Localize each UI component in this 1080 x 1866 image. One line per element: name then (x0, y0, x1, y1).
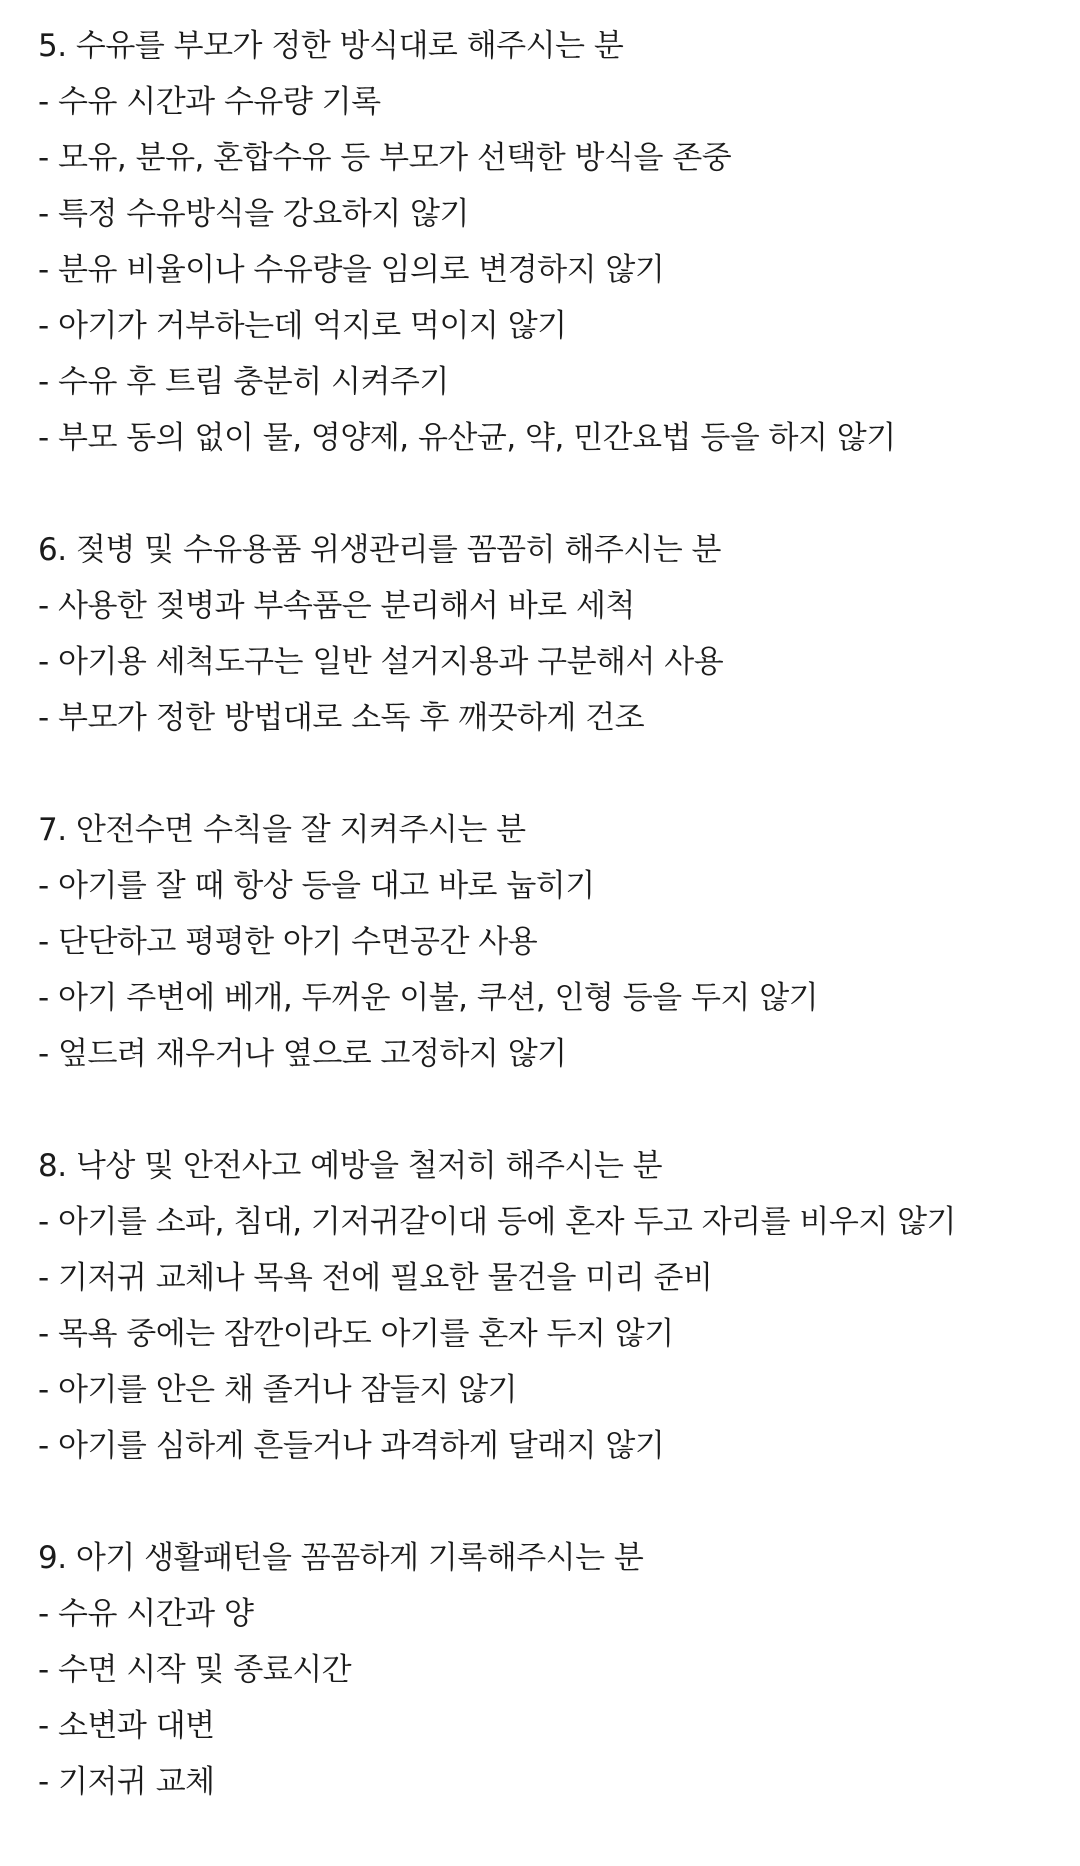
document-body (38, 18, 1048, 1866)
list-item: - 목욕 중에는 잠깐이라도 아기를 혼자 두지 않기 (38, 1316, 674, 1352)
section-5 (38, 18, 1048, 466)
list-item: - 엎드려 재우거나 옆으로 고정하지 않기 (38, 1036, 567, 1072)
list-item: - 아기를 심하게 흔들거나 과격하게 달래지 않기 (38, 1428, 665, 1464)
list-item: - 수유 후 트림 충분히 시켜주기 (38, 364, 449, 400)
section-heading: 6. 젖병 및 수유용품 위생관리를 꼼꼼히 해주시는 분 (38, 532, 721, 568)
section-heading: 7. 안전수면 수칙을 잘 지켜주시는 분 (38, 812, 526, 848)
section-heading: 8. 낙상 및 안전사고 예방을 철저히 해주시는 분 (38, 1148, 663, 1184)
list-item: - 아기를 소파, 침대, 기저귀갈이대 등에 혼자 두고 자리를 비우지 않기 (38, 1204, 956, 1240)
section-heading: 5. 수유를 부모가 정한 방식대로 해주시는 분 (38, 28, 624, 64)
list-item: - 부모 동의 없이 물, 영양제, 유산균, 약, 민간요법 등을 하지 않기 (38, 420, 896, 456)
list-item: - 기저귀 교체 (38, 1764, 215, 1800)
list-item: - 아기용 세척도구는 일반 설거지용과 구분해서 사용 (38, 644, 724, 680)
section-6 (38, 522, 1048, 746)
list-item: - 아기를 잘 때 항상 등을 대고 바로 눕히기 (38, 868, 595, 904)
list-item: - 아기가 거부하는데 억지로 먹이지 않기 (38, 308, 567, 344)
list-item: - 기저귀 교체나 목욕 전에 필요한 물건을 미리 준비 (38, 1260, 713, 1296)
section-8 (38, 1138, 1048, 1474)
list-item: - 수유 시간과 양 (38, 1596, 254, 1632)
section-7 (38, 802, 1048, 1082)
list-item: - 아기를 안은 채 졸거나 잠들지 않기 (38, 1372, 518, 1408)
list-item: - 단단하고 평평한 아기 수면공간 사용 (38, 924, 538, 960)
section-heading: 9. 아기 생활패턴을 꼼꼼하게 기록해주시는 분 (38, 1540, 644, 1576)
list-item: - 분유 비율이나 수유량을 임의로 변경하지 않기 (38, 252, 665, 288)
list-item: - 소변과 대변 (38, 1708, 215, 1744)
list-item: - 수면 시작 및 종료시간 (38, 1652, 352, 1688)
list-item: - 아기 주변에 베개, 두꺼운 이불, 쿠션, 인형 등을 두지 않기 (38, 980, 819, 1016)
list-item: - 부모가 정한 방법대로 소독 후 깨끗하게 건조 (38, 700, 645, 736)
section-9 (38, 1530, 1048, 1810)
list-item: - 사용한 젖병과 부속품은 분리해서 바로 세척 (38, 588, 635, 624)
list-item: - 수유 시간과 수유량 기록 (38, 84, 381, 120)
list-item: - 모유, 분유, 혼합수유 등 부모가 선택한 방식을 존중 (38, 140, 732, 176)
list-item: - 특정 수유방식을 강요하지 않기 (38, 196, 469, 232)
